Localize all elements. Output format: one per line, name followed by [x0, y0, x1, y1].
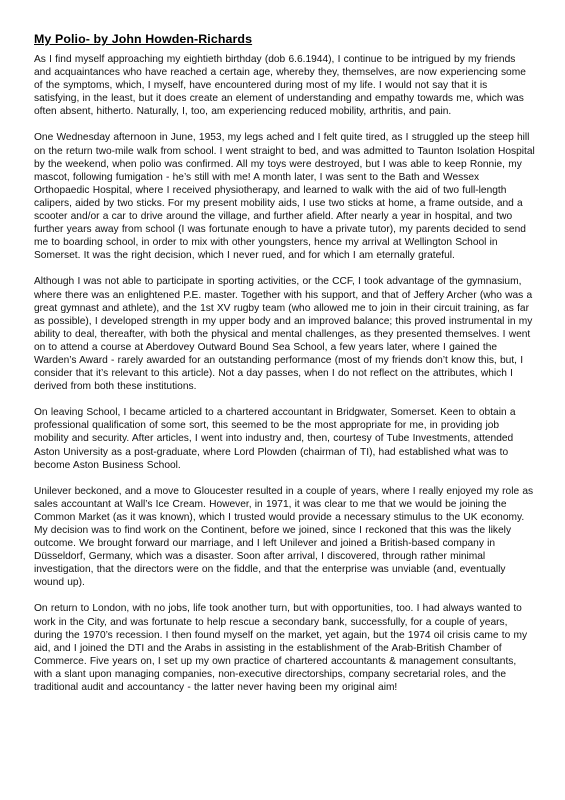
paragraph-diagnosis: One Wednesday afternoon in June, 1953, my legs ached and I felt quite tired, as I struggled up the steep hill on the return two-mile walk from school. I went straight to bed, and was admitted to Taunton Isolation Hospital by the weekend, when polio was confirmed. All my toys were destroyed, but I was able to keep Ronnie, my mascot, following fumigation - he’s still with me! A month later, I was sent to the Bath and Wessex Orthopaedic Hospital, where I received physiotherapy, and learned to walk with the aid of two full-length calipers, aided by two sticks. For my present mobility aids, I use two sticks at home, a frame outside, and a scooter and/or a car to drive around the village, and further afield. After nearly a year in hospital, and two further years away from school (I was fortunate enough to have a private tutor), my parents decided to send me to boarding school, in order to mix with other youngsters, hence my arrival at Wellington School in Somerset. It was the right decision, which I never rued, and for which I am eternally grateful.	[34, 132, 535, 262]
paragraph-birthday: As I find myself approaching my eightieth birthday (dob 6.6.1944), I continue to be intrigued by my friends and acquaintances who have reached a certain age, whereby they, themselves, are now experiencing some of the symptoms, which, I myself, have encountered during most of my life. I would not say that it is satisfying, in the least, but it does create an element of understanding and empathy towards me, which was often absent, hitherto. Naturally, I, too, am experiencing reduced mobility, arthritis, and pain.	[34, 54, 526, 118]
document-title: My Polio- by John Howden-Richards	[34, 32, 253, 46]
paragraph-gymnasium: Although I was not able to participate in sporting activities, or the CCF, I took advantage of the gymnasium, where there was an enlightened P.E. master. Together with his support, and that of Jeffery Archer (who was a great gymnast and athlete), and the 1st XV rugby team (who allowed me to join in their circuit training, as far as possible), I developed strength in my upper body and an improved balance; this proved instrumental in my ability to deal, thereafter, with both the physical and mental challenges, as they presented themselves. I went on to attend a course at Aberdovey Outward Bound Sea School, a few years later, where I gained the Warden’s Award - rarely awarded for an outstanding performance (most of my friends don’t know this, but, I consider that it’s relevant to this article). Not a day passes, when I do not reflect on the attributes, which I derived from both these institutions.	[34, 276, 533, 393]
paragraph-accountancy: On leaving School, I became articled to a chartered accountant in Bridgwater, Somerset. Keen to obtain a professional qualification of some sort, this seemed to be the most appropriate for me, in providing job mobility and security. After articles, I went into industry and, then, courtesy of Tube Investments, attended Aston University as a post-graduate, where Lord Plowden (chairman of TI), had established what was to become Aston Business School.	[34, 407, 516, 471]
paragraph-unilever: Unilever beckoned, and a move to Gloucester resulted in a couple of years, where I really enjoyed my role as sales accountant at Wall’s Ice Cream. However, in 1971, it was clear to me that we would be joining the Common Market (as it was known), which I trusted would provide a necessary stimulus to the UK economy. My decision was to find work on the Continent, before we joined, since I reckoned that this was the likely outcome. We brought forward our marriage, and I left Unilever and joined a British-based company in Düsseldorf, Germany, which was a disaster. Soon after arrival, I discovered, through rather minimal investigation, that the directors were on the fiddle, and that the enterprise was unviable (and, eventually wound up).	[34, 485, 534, 589]
paragraph-london: On return to London, with no jobs, life took another turn, but with opportunities, too. I had always wanted to work in the City, and was fortunate to help rescue a secondary bank, successfully, for a couple of years, during the 1970’s recession. I then found myself on the market, yet again, but the 1974 oil crisis came to my aid, and I joined the DTI and the Arabs in assisting in the establishment of the Arab-British Chamber of Commerce. Five years on, I set up my own practice of chartered accountants & management consultants, with a slant upon managing companies, non-executive directorships, company secretarial roles, and the traditional audit and accountancy - the latter never having been my original aim!	[34, 603, 528, 694]
